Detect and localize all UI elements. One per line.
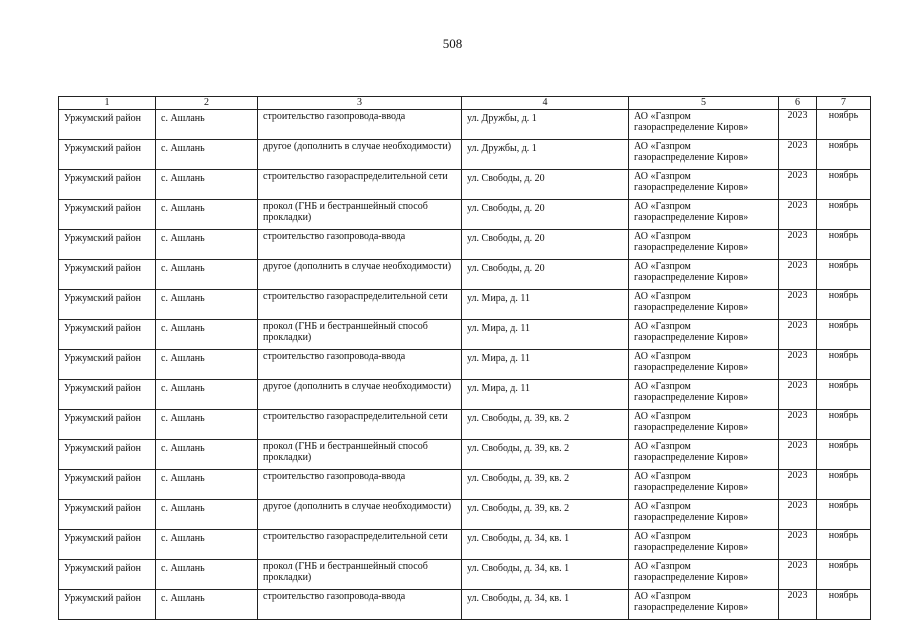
address-cell: ул. Свободы, д. 34, кв. 1 [462, 590, 629, 620]
district-cell: Уржумский район [59, 170, 156, 200]
work-type-cell: прокол (ГНБ и бестраншейный способ прокладки) [258, 560, 462, 590]
year-cell: 2023 [779, 140, 817, 170]
organization-cell: АО «Газпром газораспределение Киров» [629, 590, 779, 620]
table-row [59, 530, 871, 560]
settlement-cell: с. Ашлань [156, 410, 258, 440]
address-cell: ул. Мира, д. 11 [462, 350, 629, 380]
year-cell: 2023 [779, 470, 817, 500]
year-cell: 2023 [779, 350, 817, 380]
year-cell: 2023 [779, 410, 817, 440]
district-cell: Уржумский район [59, 410, 156, 440]
month-cell: ноябрь [817, 320, 871, 350]
year-cell: 2023 [779, 230, 817, 260]
month-cell: ноябрь [817, 110, 871, 140]
settlement-cell: с. Ашлань [156, 380, 258, 410]
organization-cell: АО «Газпром газораспределение Киров» [629, 320, 779, 350]
column-header-1: 1 [59, 97, 156, 110]
district-cell: Уржумский район [59, 590, 156, 620]
year-cell: 2023 [779, 200, 817, 230]
address-cell: ул. Свободы, д. 20 [462, 170, 629, 200]
district-cell: Уржумский район [59, 320, 156, 350]
district-cell: Уржумский район [59, 110, 156, 140]
district-cell: Уржумский район [59, 230, 156, 260]
address-cell: ул. Свободы, д. 39, кв. 2 [462, 500, 629, 530]
page-number: 508 [442, 36, 463, 51]
month-cell: ноябрь [817, 230, 871, 260]
year-cell: 2023 [779, 170, 817, 200]
settlement-cell: с. Ашлань [156, 260, 258, 290]
table-row [59, 410, 871, 440]
address-cell: ул. Свободы, д. 39, кв. 2 [462, 440, 629, 470]
settlement-cell: с. Ашлань [156, 320, 258, 350]
settlement-cell: с. Ашлань [156, 290, 258, 320]
table-row [59, 440, 871, 470]
organization-cell: АО «Газпром газораспределение Киров» [629, 110, 779, 140]
header-row [59, 97, 871, 110]
district-cell: Уржумский район [59, 200, 156, 230]
address-cell: ул. Свободы, д. 34, кв. 1 [462, 530, 629, 560]
year-cell: 2023 [779, 560, 817, 590]
district-cell: Уржумский район [59, 470, 156, 500]
settlement-cell: с. Ашлань [156, 470, 258, 500]
table-row [59, 140, 871, 170]
month-cell: ноябрь [817, 470, 871, 500]
column-header-6: 6 [779, 97, 817, 110]
organization-cell: АО «Газпром газораспределение Киров» [629, 560, 779, 590]
month-cell: ноябрь [817, 200, 871, 230]
settlement-cell: с. Ашлань [156, 140, 258, 170]
column-header-4: 4 [462, 97, 629, 110]
organization-cell: АО «Газпром газораспределение Киров» [629, 380, 779, 410]
work-type-cell: другое (дополнить в случае необходимости) [258, 380, 462, 410]
address-cell: ул. Свободы, д. 34, кв. 1 [462, 560, 629, 590]
year-cell: 2023 [779, 110, 817, 140]
month-cell: ноябрь [817, 500, 871, 530]
table-row [59, 260, 871, 290]
table-row [59, 290, 871, 320]
work-type-cell: строительство газопровода-ввода [258, 230, 462, 260]
work-type-cell: строительство газораспределительной сети [258, 290, 462, 320]
month-cell: ноябрь [817, 410, 871, 440]
column-header-2: 2 [156, 97, 258, 110]
work-type-cell: другое (дополнить в случае необходимости) [258, 260, 462, 290]
table-row [59, 200, 871, 230]
address-cell: ул. Мира, д. 11 [462, 380, 629, 410]
year-cell: 2023 [779, 380, 817, 410]
table-row [59, 380, 871, 410]
district-cell: Уржумский район [59, 140, 156, 170]
organization-cell: АО «Газпром газораспределение Киров» [629, 170, 779, 200]
district-cell: Уржумский район [59, 560, 156, 590]
address-cell: ул. Дружбы, д. 1 [462, 140, 629, 170]
month-cell: ноябрь [817, 290, 871, 320]
settlement-cell: с. Ашлань [156, 590, 258, 620]
table-row [59, 590, 871, 620]
table-row [59, 320, 871, 350]
work-type-cell: строительство газопровода-ввода [258, 470, 462, 500]
organization-cell: АО «Газпром газораспределение Киров» [629, 500, 779, 530]
year-cell: 2023 [779, 590, 817, 620]
settlement-cell: с. Ашлань [156, 230, 258, 260]
table-body [59, 110, 871, 620]
address-cell: ул. Мира, д. 11 [462, 320, 629, 350]
year-cell: 2023 [779, 320, 817, 350]
month-cell: ноябрь [817, 440, 871, 470]
year-cell: 2023 [779, 500, 817, 530]
settlement-cell: с. Ашлань [156, 200, 258, 230]
organization-cell: АО «Газпром газораспределение Киров» [629, 350, 779, 380]
month-cell: ноябрь [817, 260, 871, 290]
table-row [59, 560, 871, 590]
organization-cell: АО «Газпром газораспределение Киров» [629, 260, 779, 290]
settlement-cell: с. Ашлань [156, 440, 258, 470]
work-type-cell: строительство газораспределительной сети [258, 530, 462, 560]
organization-cell: АО «Газпром газораспределение Киров» [629, 410, 779, 440]
address-cell: ул. Свободы, д. 39, кв. 2 [462, 410, 629, 440]
column-header-3: 3 [258, 97, 462, 110]
district-cell: Уржумский район [59, 260, 156, 290]
work-type-cell: строительство газопровода-ввода [258, 350, 462, 380]
settlement-cell: с. Ашлань [156, 350, 258, 380]
column-header-7: 7 [817, 97, 871, 110]
settlement-cell: с. Ашлань [156, 530, 258, 560]
district-cell: Уржумский район [59, 290, 156, 320]
address-cell: ул. Свободы, д. 39, кв. 2 [462, 470, 629, 500]
organization-cell: АО «Газпром газораспределение Киров» [629, 290, 779, 320]
table-row [59, 470, 871, 500]
settlement-cell: с. Ашлань [156, 500, 258, 530]
work-type-cell: строительство газораспределительной сети [258, 410, 462, 440]
table-row [59, 230, 871, 260]
settlement-cell: с. Ашлань [156, 560, 258, 590]
work-type-cell: строительство газопровода-ввода [258, 590, 462, 620]
work-type-cell: другое (дополнить в случае необходимости) [258, 500, 462, 530]
organization-cell: АО «Газпром газораспределение Киров» [629, 200, 779, 230]
month-cell: ноябрь [817, 170, 871, 200]
year-cell: 2023 [779, 440, 817, 470]
address-cell: ул. Мира, д. 11 [462, 290, 629, 320]
table-row [59, 170, 871, 200]
table-row [59, 500, 871, 530]
work-type-cell: прокол (ГНБ и бестраншейный способ прокладки) [258, 320, 462, 350]
organization-cell: АО «Газпром газораспределение Киров» [629, 230, 779, 260]
month-cell: ноябрь [817, 530, 871, 560]
month-cell: ноябрь [817, 140, 871, 170]
work-type-cell: строительство газопровода-ввода [258, 110, 462, 140]
district-cell: Уржумский район [59, 440, 156, 470]
settlement-cell: с. Ашлань [156, 170, 258, 200]
address-cell: ул. Свободы, д. 20 [462, 200, 629, 230]
column-header-5: 5 [629, 97, 779, 110]
year-cell: 2023 [779, 290, 817, 320]
work-type-cell: прокол (ГНБ и бестраншейный способ прокладки) [258, 200, 462, 230]
address-cell: ул. Дружбы, д. 1 [462, 110, 629, 140]
settlement-cell: с. Ашлань [156, 110, 258, 140]
address-cell: ул. Свободы, д. 20 [462, 260, 629, 290]
table-header [59, 97, 871, 110]
district-cell: Уржумский район [59, 380, 156, 410]
organization-cell: АО «Газпром газораспределение Киров» [629, 530, 779, 560]
month-cell: ноябрь [817, 350, 871, 380]
works-table [58, 96, 871, 620]
month-cell: ноябрь [817, 590, 871, 620]
year-cell: 2023 [779, 260, 817, 290]
address-cell: ул. Свободы, д. 20 [462, 230, 629, 260]
work-type-cell: другое (дополнить в случае необходимости) [258, 140, 462, 170]
table-row [59, 350, 871, 380]
district-cell: Уржумский район [59, 500, 156, 530]
month-cell: ноябрь [817, 380, 871, 410]
work-type-cell: прокол (ГНБ и бестраншейный способ прокладки) [258, 440, 462, 470]
district-cell: Уржумский район [59, 350, 156, 380]
organization-cell: АО «Газпром газораспределение Киров» [629, 440, 779, 470]
work-type-cell: строительство газораспределительной сети [258, 170, 462, 200]
organization-cell: АО «Газпром газораспределение Киров» [629, 470, 779, 500]
month-cell: ноябрь [817, 560, 871, 590]
year-cell: 2023 [779, 530, 817, 560]
district-cell: Уржумский район [59, 530, 156, 560]
organization-cell: АО «Газпром газораспределение Киров» [629, 140, 779, 170]
table-row [59, 110, 871, 140]
